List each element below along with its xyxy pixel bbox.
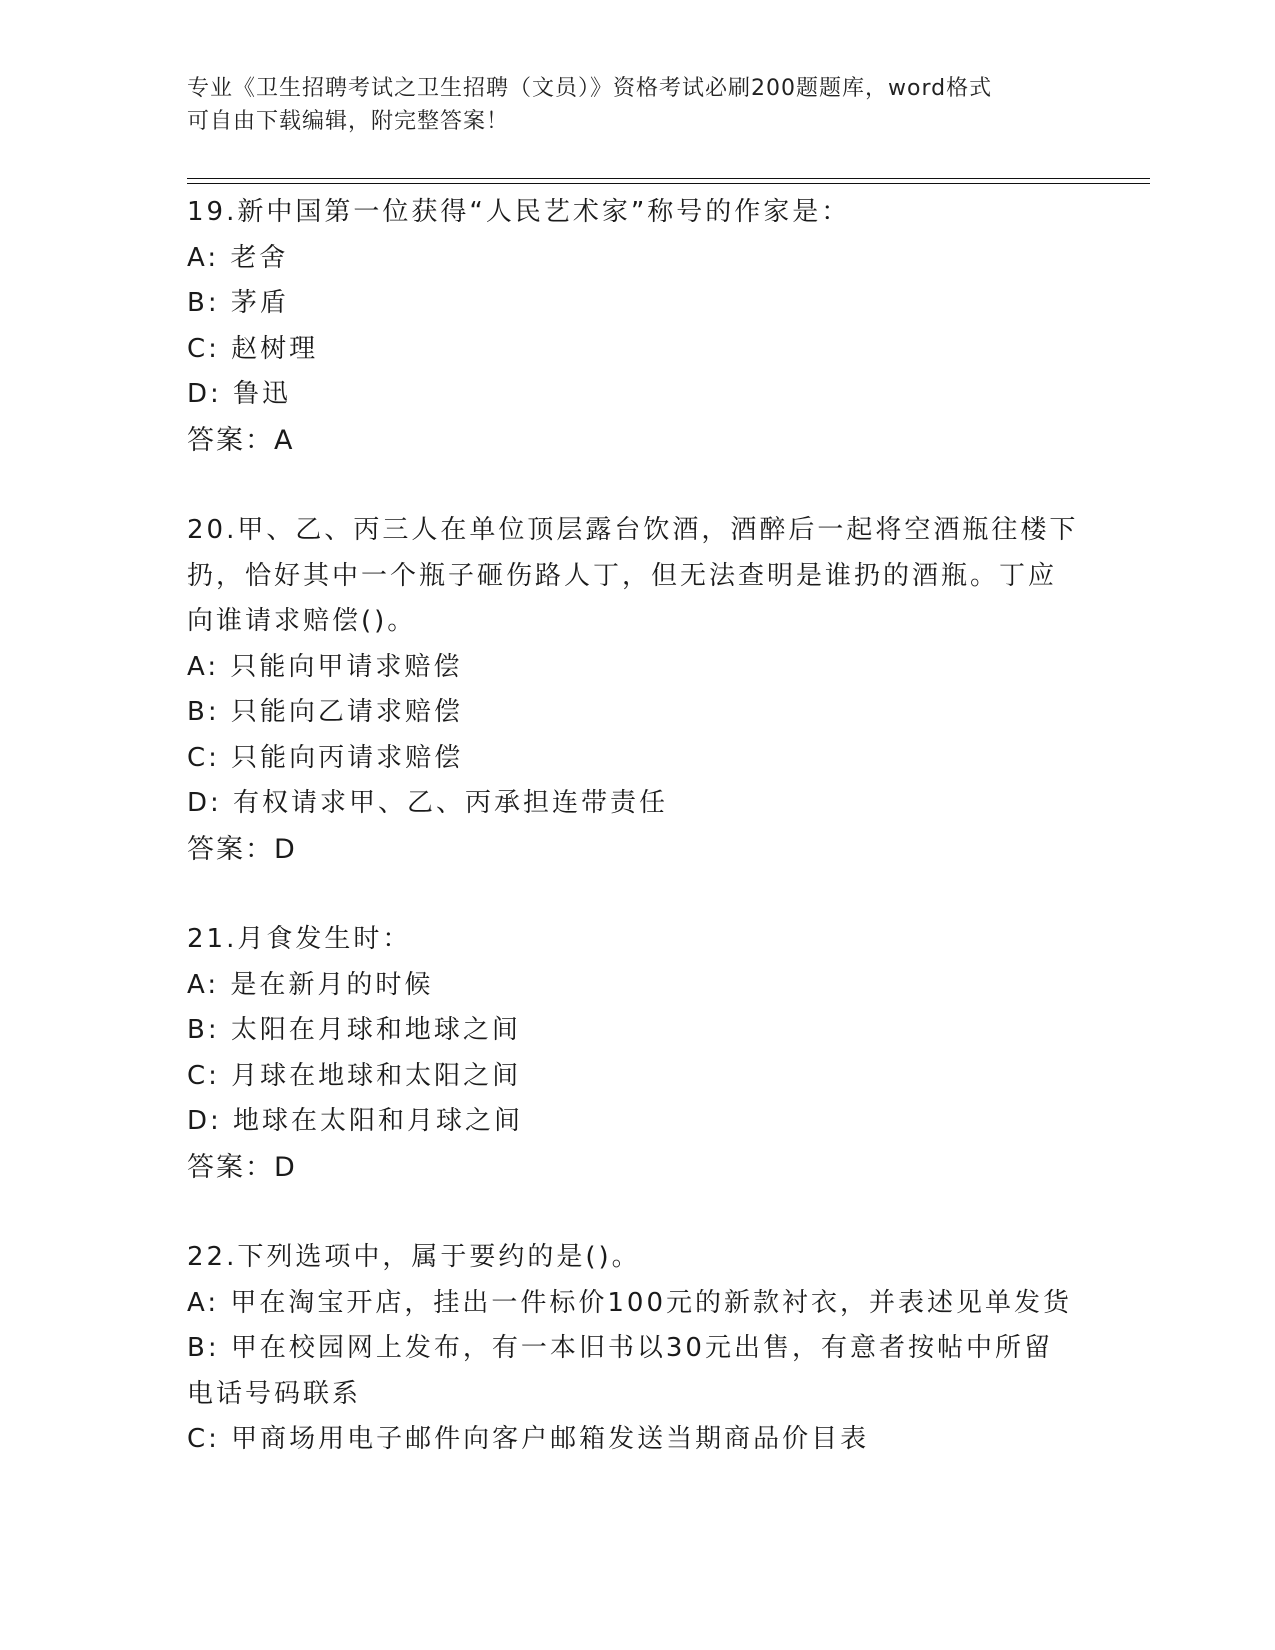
option-c: C: 只能向丙请求赔偿	[187, 742, 464, 773]
question-21	[187, 917, 1087, 1190]
option-c: C: 甲商场用电子邮件向客户邮箱发送当期商品价目表	[187, 1424, 870, 1454]
question-stem-line-1: 20.甲、乙、丙三人在单位顶层露台饮酒，酒醉后一起将空酒瓶往楼下	[187, 515, 1079, 545]
option-a: A: 是在新月的时候	[187, 969, 434, 1000]
option-d: D: 有权请求甲、乙、丙承担连带责任	[187, 788, 669, 818]
header-line-1: 专业《卫生招聘考试之卫生招聘（文员）》资格考试必刷200题题库，word格式	[187, 76, 993, 101]
option-c: C: 月球在地球和太阳之间	[187, 1060, 522, 1091]
question-22	[187, 1235, 1087, 1463]
answer-label: 答案：A	[187, 424, 295, 456]
document-header	[187, 72, 1087, 138]
question-stem: 21.月食发生时：	[187, 924, 412, 954]
option-b: B: 茅盾	[187, 288, 289, 318]
option-d: D: 地球在太阳和月球之间	[187, 1106, 524, 1136]
option-c: C: 赵树理	[187, 333, 319, 364]
option-b: B: 太阳在月球和地球之间	[187, 1015, 521, 1045]
option-b-continued: 电话号码联系	[187, 1378, 362, 1409]
option-a: A: 只能向甲请求赔偿	[187, 651, 463, 682]
question-stem-line-2: 扔，恰好其中一个瓶子砸伤路人丁，但无法查明是谁扔的酒瓶。丁应	[187, 560, 1058, 591]
answer-label: 答案：D	[187, 1151, 297, 1183]
option-a: A: 甲在淘宝开店，挂出一件标价100元的新款衬衣，并表述见单发货	[187, 1287, 1072, 1318]
header-line-2: 可自由下载编辑，附完整答案！	[187, 109, 510, 134]
answer-label: 答案：D	[187, 833, 297, 865]
option-b: B: 甲在校园网上发布，有一本旧书以30元出售，有意者按帖中所留	[187, 1333, 1053, 1363]
header-rule-top	[187, 178, 1150, 179]
option-a: A: 老舍	[187, 242, 289, 273]
question-19	[187, 190, 1087, 463]
header-rule-bottom	[187, 183, 1150, 184]
question-stem: 22.下列选项中，属于要约的是()。	[187, 1242, 641, 1272]
option-d: D: 鲁迅	[187, 379, 292, 409]
question-stem-line-3: 向谁请求赔偿()。	[187, 606, 417, 636]
question-stem: 19.新中国第一位获得“人民艺术家”称号的作家是：	[187, 197, 851, 227]
option-b: B: 只能向乙请求赔偿	[187, 697, 463, 727]
question-list	[187, 190, 1087, 1508]
question-20	[187, 508, 1087, 872]
